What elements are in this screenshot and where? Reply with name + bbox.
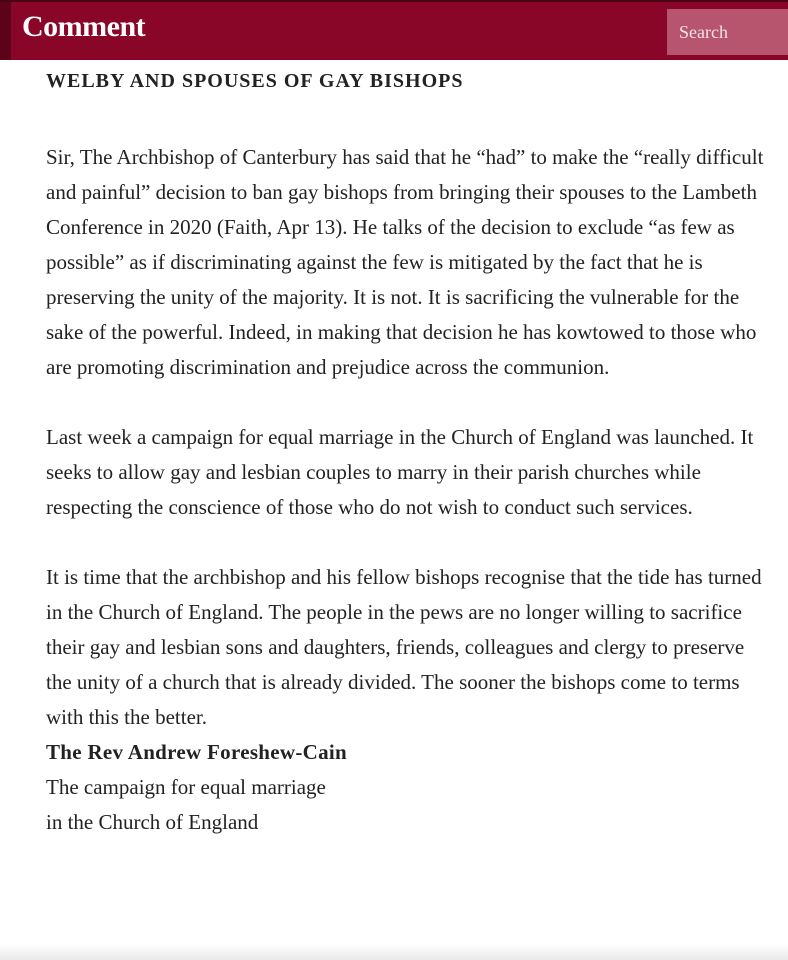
letter-article [46, 62, 766, 840]
letter-headline: WELBY AND SPOUSES OF GAY BISHOPS [46, 70, 464, 92]
letter-paragraph-3: It is time that the archbishop and his fellow bishops recognise that the tide has turned in the Church of England. The people in the pews are no longer willing to sacrifice their gay and lesbian sons and daughters, friends, colleagues and clergy to preserve the unity of a church that is already divided. The sooner the bishops come to terms with this the better. [46, 565, 762, 729]
signature-name: The Rev Andrew Foreshew-Cain [46, 740, 348, 764]
signature-affiliation-line-2: in the Church of England [46, 810, 259, 834]
bottom-edge-shadow [0, 944, 788, 960]
header-accent-bar [0, 2, 11, 60]
search-input[interactable] [667, 9, 788, 55]
letter-paragraph-2: Last week a campaign for equal marriage in the Church of England was launched. It seeks to allow gay and lesbian couples to marry in their parish churches while respecting the conscience of those who do not wish to conduct such services. [46, 425, 754, 519]
signature-affiliation-line-1: The campaign for equal marriage [46, 775, 326, 799]
site-header [0, 0, 788, 60]
letter-paragraph-1: Sir, The Archbishop of Canterbury has said that he “had” to make the “really difficult and painful” decision to ban gay bishops from bringing their spouses to the Lambeth Conference in 2020 (Faith, Apr 13). He talks of the decision to exclude “as few as possible” as if discriminating against the few is mitigated by the fact that he is preserving the unity of the majority. It is not. It is sacrificing the vulnerable for the sake of the powerful. Indeed, in making that decision he has kowtowed to those who are promoting discrimination and prejudice across the communion. [46, 145, 764, 379]
section-title[interactable]: Comment [22, 10, 146, 43]
